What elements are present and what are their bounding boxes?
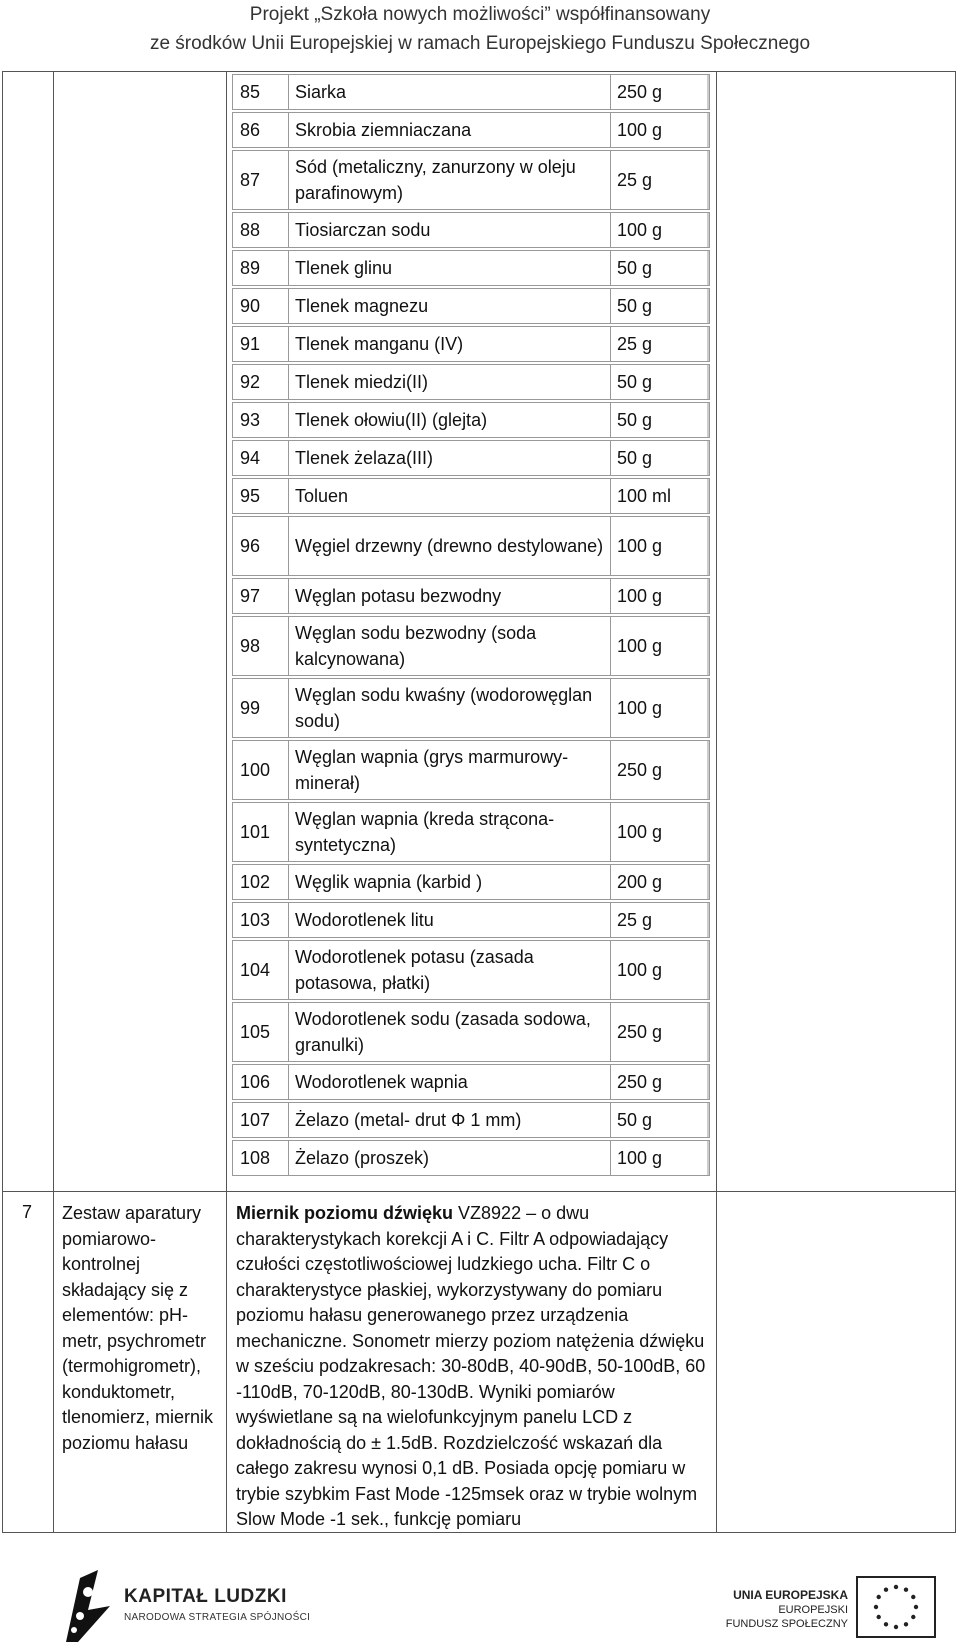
item-number: 89 — [233, 251, 289, 285]
item-number: 101 — [233, 803, 289, 861]
table-row — [232, 364, 710, 400]
item-quantity: 200 g — [611, 865, 709, 899]
eu-star-icon — [884, 1588, 888, 1592]
eu-title: UNIA EUROPEJSKA — [733, 1588, 848, 1602]
item-quantity: 50 g — [611, 251, 709, 285]
item-number: 93 — [233, 403, 289, 437]
item-name: Tlenek miedzi(II) — [289, 365, 611, 399]
item-number: 94 — [233, 441, 289, 475]
table-row — [232, 864, 710, 900]
table-row — [232, 678, 710, 738]
eu-logo — [704, 1574, 944, 1640]
eu-star-icon — [911, 1615, 915, 1619]
table-row — [232, 802, 710, 862]
item-number: 103 — [233, 903, 289, 937]
eu-star-icon — [904, 1588, 908, 1592]
table-row — [232, 1064, 710, 1100]
table-row — [232, 616, 710, 676]
table-row — [232, 1002, 710, 1062]
item-number: 88 — [233, 213, 289, 247]
eu-star-icon — [911, 1595, 915, 1599]
item-name: Węglan sodu kwaśny (wodorowęglan sodu) — [289, 679, 611, 737]
table-row — [232, 1102, 710, 1138]
eu-star-icon — [877, 1615, 881, 1619]
item-number: 104 — [233, 941, 289, 999]
item-quantity: 50 g — [611, 441, 709, 475]
item-quantity: 100 g — [611, 113, 709, 147]
eu-flag-icon — [856, 1576, 936, 1638]
item-name: Tlenek glinu — [289, 251, 611, 285]
table-row — [232, 478, 710, 514]
item-name: Tiosiarczan sodu — [289, 213, 611, 247]
section-name: Zestaw aparatury pomiarowo-kontrolnej składający się z elementów: pH-metr, psychrometr (termohigrometr), konduktometr, tlenomierz, miernik poziomu hałasu — [62, 1203, 214, 1453]
item-quantity: 100 g — [611, 579, 709, 613]
kapital-ludzki-emblem-icon — [58, 1570, 118, 1644]
item-name: Tlenek magnezu — [289, 289, 611, 323]
kapital-ludzki-logo — [58, 1570, 318, 1644]
item-quantity: 100 g — [611, 517, 709, 575]
item-number: 105 — [233, 1003, 289, 1061]
eu-star-icon — [904, 1622, 908, 1626]
header-line-1: Projekt „Szkoła nowych możliwości” współfinansowany — [249, 4, 711, 25]
table-row — [232, 940, 710, 1000]
item-number: 85 — [233, 75, 289, 109]
table-row — [232, 212, 710, 248]
item-number: 107 — [233, 1103, 289, 1137]
item-quantity: 100 g — [611, 1141, 709, 1175]
item-name: Tlenek ołowiu(II) (glejta) — [289, 403, 611, 437]
item-number: 100 — [233, 741, 289, 799]
item-name: Żelazo (metal- drut Φ 1 mm) — [289, 1103, 611, 1137]
table-row — [232, 326, 710, 362]
item-name: Tlenek manganu (IV) — [289, 327, 611, 361]
item-name: Wodorotlenek potasu (zasada potasowa, płatki) — [289, 941, 611, 999]
eu-star-icon — [914, 1605, 918, 1609]
eu-star-icon — [894, 1585, 898, 1589]
item-number: 97 — [233, 579, 289, 613]
eu-line-3: FUNDUSZ SPOŁECZNY — [725, 1618, 848, 1630]
item-number: 95 — [233, 479, 289, 513]
item-number: 90 — [233, 289, 289, 323]
item-number: 106 — [233, 1065, 289, 1099]
description-bold: Miernik poziomu dźwięku — [236, 1203, 454, 1223]
item-number: 86 — [233, 113, 289, 147]
item-name: Tlenek żelaza(III) — [289, 441, 611, 475]
item-quantity: 25 g — [611, 151, 709, 209]
item-name: Żelazo (proszek) — [289, 1141, 611, 1175]
item-name: Wodorotlenek litu — [289, 903, 611, 937]
column-divider-2 — [226, 71, 227, 1533]
item-name: Siarka — [289, 75, 611, 109]
table-row — [232, 578, 710, 614]
header-line-2: ze środków Unii Europejskiej w ramach Europejskiego Funduszu Społecznego — [149, 33, 811, 54]
kapital-ludzki-subtitle: NARODOWA STRATEGIA SPÓJNOŚCI — [124, 1612, 311, 1623]
item-name: Sód (metaliczny, zanurzony w oleju parafinowym) — [289, 151, 611, 209]
table-row — [232, 902, 710, 938]
item-name: Węglan wapnia (grys marmurowy- minerał) — [289, 741, 611, 799]
table-row — [232, 150, 710, 210]
section-description — [236, 1201, 706, 1533]
table-row — [232, 516, 710, 576]
table-row — [232, 250, 710, 286]
item-number: 98 — [233, 617, 289, 675]
item-quantity: 100 g — [611, 617, 709, 675]
table-row — [232, 74, 710, 110]
item-quantity: 250 g — [611, 1003, 709, 1061]
table-row — [232, 402, 710, 438]
item-quantity: 100 g — [611, 941, 709, 999]
item-name: Wodorotlenek sodu (zasada sodowa, granulki) — [289, 1003, 611, 1061]
column-divider-1 — [53, 71, 54, 1533]
item-quantity: 100 g — [611, 803, 709, 861]
item-quantity: 50 g — [611, 403, 709, 437]
item-name: Skrobia ziemniaczana — [289, 113, 611, 147]
item-quantity: 250 g — [611, 741, 709, 799]
table-row — [232, 740, 710, 800]
column-divider-3 — [716, 71, 717, 1533]
item-name: Węglan sodu bezwodny (soda kalcynowana) — [289, 617, 611, 675]
eu-line-2: EUROPEJSKI — [778, 1604, 848, 1616]
item-number: 91 — [233, 327, 289, 361]
table-row — [232, 112, 710, 148]
page-header — [0, 0, 960, 58]
kapital-ludzki-title: KAPITAŁ LUDZKI — [124, 1586, 287, 1607]
item-name: Wodorotlenek wapnia — [289, 1065, 611, 1099]
eu-star-icon — [874, 1605, 878, 1609]
item-quantity: 50 g — [611, 289, 709, 323]
item-quantity: 100 ml — [611, 479, 709, 513]
item-quantity: 50 g — [611, 1103, 709, 1137]
item-quantity: 25 g — [611, 903, 709, 937]
section-number: 7 — [22, 1202, 33, 1222]
item-name: Węglan wapnia (kreda strącona- syntetyczna) — [289, 803, 611, 861]
item-quantity: 100 g — [611, 213, 709, 247]
item-name: Toluen — [289, 479, 611, 513]
item-quantity: 100 g — [611, 679, 709, 737]
item-quantity: 25 g — [611, 327, 709, 361]
item-number: 102 — [233, 865, 289, 899]
item-quantity: 50 g — [611, 365, 709, 399]
description-text: VZ8922 – o dwu charakterystykach korekcji A i C. Filtr A odpowiadający czułości częstotliwościowej ludzkiego ucha. Filtr C o charakterystyce płaskiej, wykorzystywany do pomiaru poziomu hałasu generowanego przez urządzenia mechaniczne. Sonometr mierzy poziom natężenia dźwięku w sześciu podzakresach: 30-80dB, 40-90dB, 50-100dB, 60 -110dB, 70-120dB, 80-130dB. Wyniki pomiarów wyświetlane są na wielofunkcyjnym panelu LCD z dokładnością do ± 1.5dB. Rozdzielczość wskazań dla całego zakresu wynosi 0,1 dB. Posiada opcję pomiaru w trybie szybkim Fast Mode -125msek oraz w trybie wolnym Slow Mode -1 sek., funkcję pomiaru — [236, 1203, 706, 1529]
table-row — [232, 1140, 710, 1176]
item-number: 99 — [233, 679, 289, 737]
item-name: Węglik wapnia (karbid ) — [289, 865, 611, 899]
table-row — [232, 440, 710, 476]
table-row — [232, 288, 710, 324]
item-name: Węgiel drzewny (drewno destylowane) — [289, 517, 611, 575]
item-name: Węglan potasu bezwodny — [289, 579, 611, 613]
item-quantity: 250 g — [611, 1065, 709, 1099]
item-number: 87 — [233, 151, 289, 209]
eu-star-icon — [877, 1595, 881, 1599]
item-number: 92 — [233, 365, 289, 399]
item-number: 96 — [233, 517, 289, 575]
item-quantity: 250 g — [611, 75, 709, 109]
eu-star-icon — [884, 1622, 888, 1626]
eu-star-icon — [894, 1625, 898, 1629]
item-number: 108 — [233, 1141, 289, 1175]
section-divider — [2, 1191, 956, 1192]
